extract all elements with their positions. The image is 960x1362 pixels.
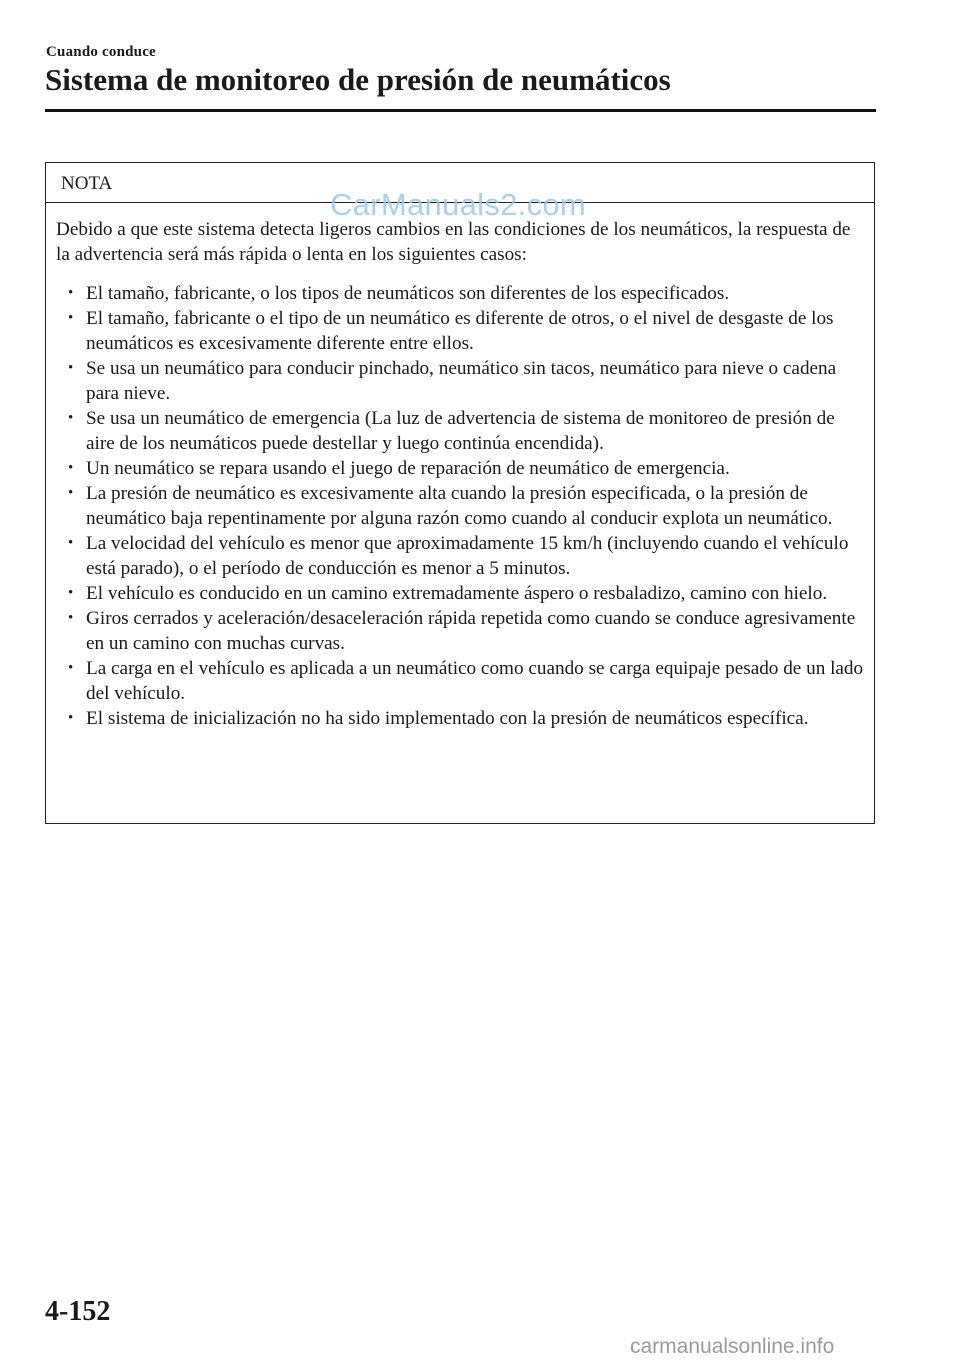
bullet-icon: •	[68, 360, 74, 376]
page-number: 4-152	[45, 1296, 111, 1327]
note-body	[46, 203, 874, 731]
bullet-text: La velocidad del vehículo es menor que aproximadamente 15 km/h (incluyendo cuando el vehículo está parado), o el período de conducción es menor a 5 minutos.	[86, 533, 849, 579]
bullet-text: El sistema de inicialización no ha sido implementado con la presión de neumáticos específica.	[86, 708, 809, 729]
bullet-icon: •	[68, 585, 74, 601]
bullet-icon: •	[68, 535, 74, 551]
bullet-text: Giros cerrados y aceleración/desaceleración rápida repetida como cuando se conduce agresivamente en un camino con muchas curvas.	[86, 608, 856, 654]
note-intro: Debido a que este sistema detecta ligeros cambios en las condiciones de los neumáticos, la respuesta de la advertencia será más rápida o lenta en los siguientes casos:	[56, 219, 851, 265]
note-bullet-item	[56, 306, 864, 356]
bullet-icon: •	[68, 285, 74, 301]
note-bullet-item	[56, 606, 864, 656]
note-bullet-item	[56, 456, 864, 481]
note-bullet-item	[56, 281, 864, 306]
watermark-text: CarManuals2.com	[330, 187, 587, 222]
bullet-icon: •	[68, 310, 74, 326]
bullet-icon: •	[68, 410, 74, 426]
bullet-text: La carga en el vehículo es aplicada a un neumático como cuando se carga equipaje pesado de un lado del vehículo.	[86, 658, 864, 704]
bullet-icon: •	[68, 710, 74, 726]
bullet-text: El vehículo es conducido en un camino extremadamente áspero o resbaladizo, camino con hielo.	[86, 583, 828, 604]
note-bullet-list	[56, 281, 864, 731]
footer-site-watermark: carmanualsonline.info	[630, 1335, 835, 1358]
note-heading: NOTA	[46, 163, 874, 203]
note-bullet-item	[56, 581, 864, 606]
note-bullet-item	[56, 656, 864, 706]
note-bullet-item	[56, 356, 864, 406]
bullet-text: La presión de neumático es excesivamente alta cuando la presión especificada, o la presión de neumático baja repentinamente por alguna razón como cuando al conducir explota un neumático.	[86, 483, 833, 529]
note-bullet-item	[56, 531, 864, 581]
page-title: Sistema de monitoreo de presión de neumáticos	[45, 62, 671, 97]
bullet-text: Se usa un neumático de emergencia (La luz de advertencia de sistema de monitoreo de presión de aire de los neumáticos puede destellar y luego continúa encendida).	[86, 408, 835, 454]
bullet-text: Se usa un neumático para conducir pinchado, neumático sin tacos, neumático para nieve o cadena para nieve.	[86, 358, 837, 404]
bullet-icon: •	[68, 610, 74, 626]
bullet-icon: •	[68, 460, 74, 476]
bullet-text: El tamaño, fabricante, o los tipos de neumáticos son diferentes de los especificados.	[86, 283, 730, 304]
section-label: Cuando conduce	[46, 44, 156, 60]
bullet-icon: •	[68, 660, 74, 676]
bullet-text: Un neumático se repara usando el juego de reparación de neumático de emergencia.	[86, 458, 730, 479]
bullet-icon: •	[68, 485, 74, 501]
note-box	[45, 162, 875, 824]
note-bullet-item	[56, 406, 864, 456]
bullet-text: El tamaño, fabricante o el tipo de un neumático es diferente de otros, o el nivel de desgaste de los neumáticos es excesivamente diferente entre ellos.	[86, 308, 834, 354]
title-rule	[45, 109, 876, 112]
note-bullet-item	[56, 481, 864, 531]
note-bullet-item	[56, 706, 864, 731]
